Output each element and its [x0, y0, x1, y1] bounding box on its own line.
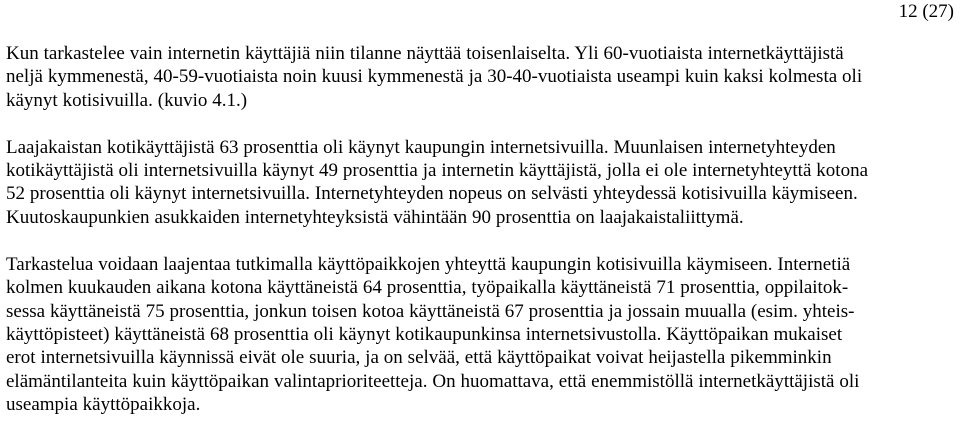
paragraph-broadband	[6, 136, 956, 229]
text-line: käyttöpisteet) käyttäneistä 68 prosenttia oli käynyt kotikaupunkinsa internetsivustolla. Käyttöpaikan mukaiset	[6, 323, 843, 345]
text-line: elämäntilanteita kuin käyttöpaikan valintaprioriteetteja. On huomattava, että enemmistöllä internetkäyttäjistä oli	[6, 370, 860, 392]
page-number: 12 (27)	[898, 1, 954, 22]
paragraph-gap	[6, 112, 956, 136]
text-line: Kun tarkastelee vain internetin käyttäjiä niin tilanne näyttää toisenlaiselta. Yli 60-vuotiaista internetkäyttäjistä	[6, 43, 844, 64]
text-line: Laajakaistan kotikäyttäjistä 63 prosenttia oli käynyt kaupungin internetsivuilla. Muunlaisen internetyhteyden	[6, 136, 836, 158]
text-line: Tarkastelua voidaan laajentaa tutkimalla käyttöpaikkojen yhteyttä kaupungin kotisivuilla käymiseen. Internetiä	[6, 254, 851, 276]
text-line: Kuutoskaupunkien asukkaiden internetyhteyksistä vähintään 90 prosenttia on laajakaistaliittymä.	[6, 206, 744, 228]
text-line: kolmen kuukauden aikana kotona käyttäneistä 64 prosenttia, työpaikalla käyttäneistä 71 prosenttia, oppilaitok-	[6, 277, 849, 299]
text-line: käynyt kotisivuilla. (kuvio 4.1.)	[6, 89, 248, 111]
paragraph-gap	[6, 229, 956, 253]
paragraph-usage-locations	[6, 253, 956, 416]
text-line: sessa käyttäneistä 75 prosenttia, jonkun toisen kotoa käyttäneistä 67 prosenttia ja jossain muualla (esim. yhteis-	[6, 300, 855, 322]
paragraph-internet-users	[6, 42, 956, 112]
text-line: useampia käyttöpaikkoja.	[6, 393, 201, 415]
text-line: neljä kymmenestä, 40-59-vuotiaista noin kuusi kymmenestä ja 30-40-vuotiaista useampi kuin kaksi kolmesta oli	[6, 66, 863, 88]
text-line: kotikäyttäjistä oli internetsivuilla käynyt 49 prosenttia ja internetin käyttäjistä, jolla ei ole internetyhteyttä kotona	[6, 160, 869, 182]
text-line: erot internetsivuilla käynnissä eivät ole suuria, ja on selvää, että käyttöpaikat voivat heijastella pikemminkin	[6, 347, 832, 369]
document-body	[6, 42, 956, 416]
text-line: 52 prosenttia oli käynyt internetsivuilla. Internetyhteyden nopeus on selvästi yhteydessä kotisivuilla käymiseen.	[6, 183, 858, 205]
